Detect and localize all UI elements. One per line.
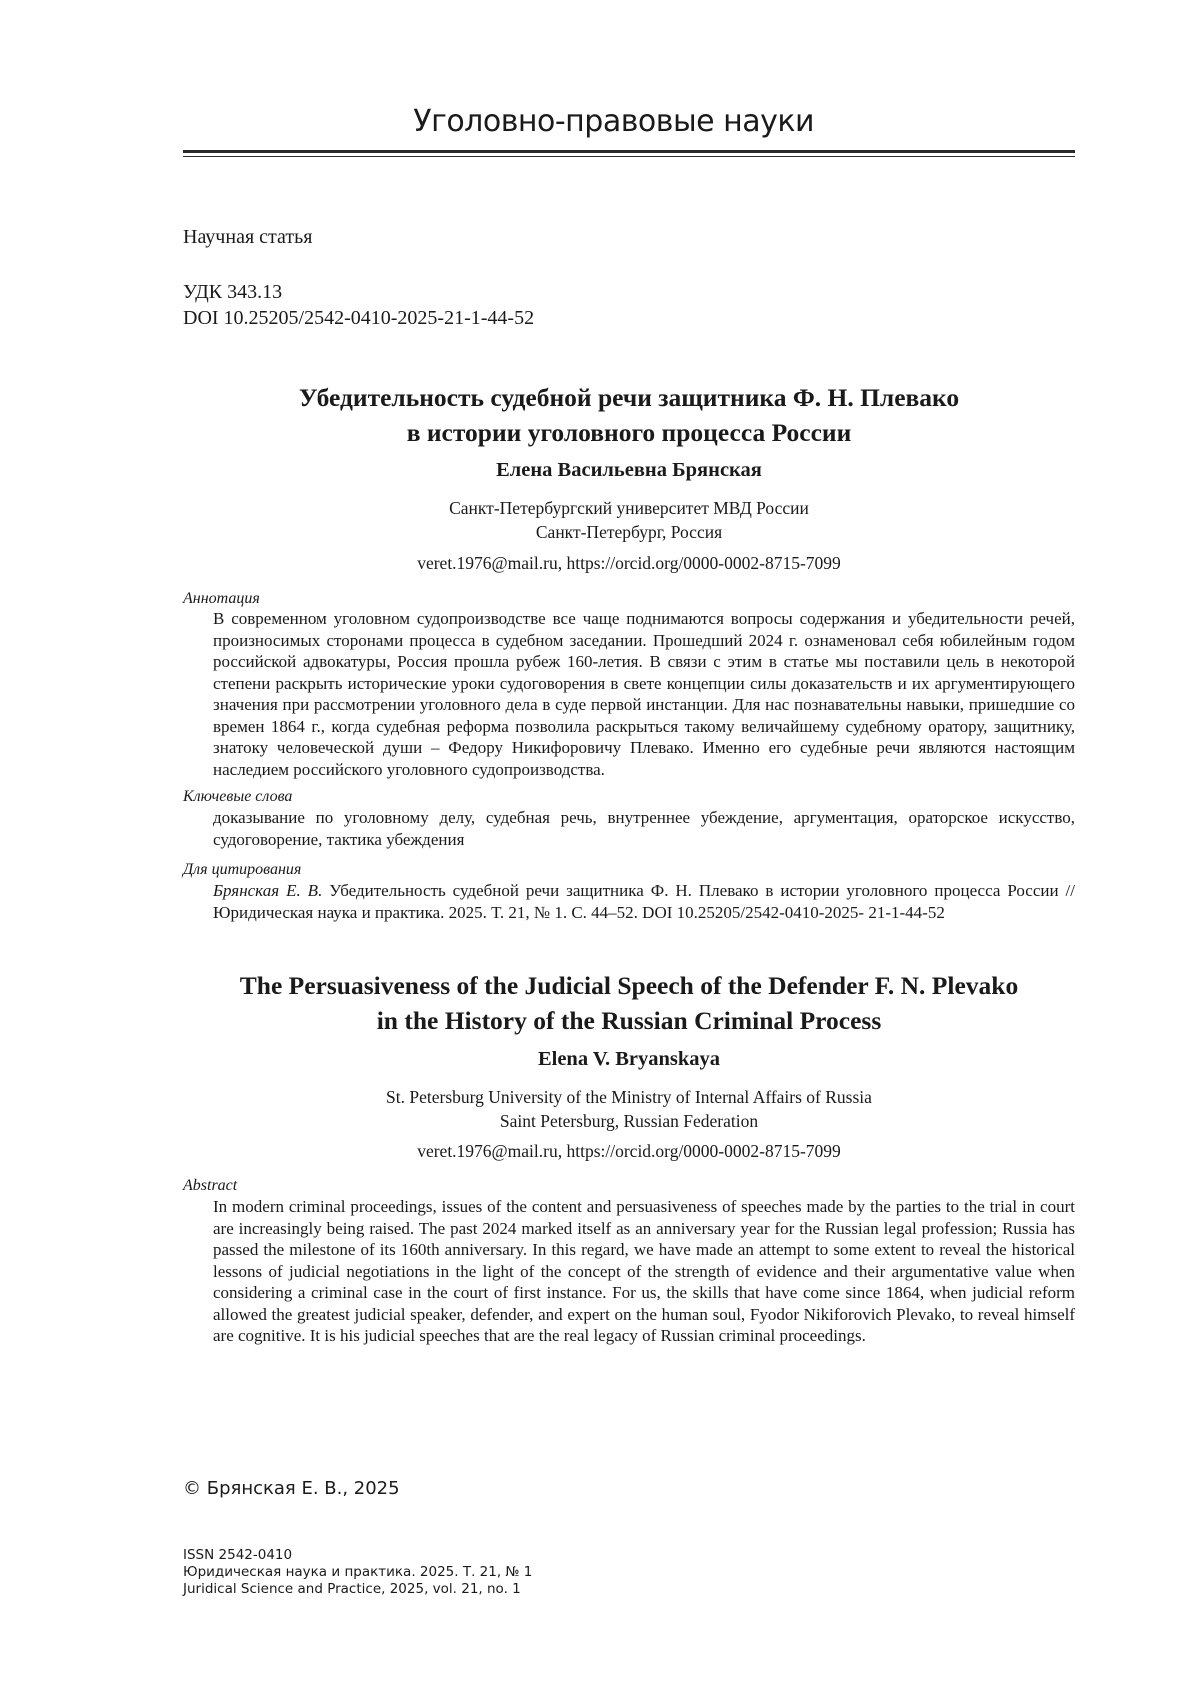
- ru-contact: veret.1976@mail.ru, https://orcid.org/0000-0002-8715-7099: [417, 553, 841, 573]
- citation-text: Убедительность судебной речи защитника Ф. Н. Плевако в истории уголовного процесса России // Юридическая наука и практика. 2025. Т. 21, № 1. С. 44–52. DOI 10.25205/2542-0410-2025- 21-1-44-52: [213, 881, 1075, 922]
- article-type: Научная статья: [183, 226, 313, 248]
- ru-affiliation-line-1: Санкт-Петербургский университет МВД России: [449, 498, 809, 518]
- en-affiliation-line-1: St. Petersburg University of the Ministry of Internal Affairs of Russia: [386, 1087, 872, 1107]
- ru-citation: [213, 880, 1075, 923]
- ru-author: Елена Васильевна Брянская: [496, 459, 762, 481]
- en-title: [183, 968, 1075, 1038]
- udk-code: УДК 343.13: [183, 281, 283, 303]
- section-title: Уголовно-правовые науки: [413, 104, 814, 139]
- ru-keywords-text: доказывание по уголовному делу, судебная речь, внутреннее убеждение, аргументация, ораторское искусство, судоговорение, тактика убеждения: [213, 808, 1075, 849]
- ru-affiliation-line-2: Санкт-Петербург, Россия: [535, 522, 723, 542]
- en-abstract-label: Abstract: [183, 1177, 238, 1194]
- ru-abstract-text: В современном уголовном судопроизводстве все чаще поднимаются вопросы содержания и убедительности речей, произносимых сторонами процесса в судебном заседании. Прошедший 2024 г. ознаменовал себя юбилейным годом российской адвокатуры, Россия прошла рубеж 160-летия. В связи с этим в статье мы поставили цель в некоторой степени раскрыть исторические уроки судоговорения в свете концепции силы доказательств и их аргументирующего значения при рассмотрении уголовного дела в суде первой инстанции. Для нас познавательны навыки, пришедшие со времен 1864 г., когда судебная реформа позволила раскрыться такому величайшему судебному оратору, защитнику, знатоку человеческой души – Федору Никифоровичу Плевако. Именно его судебные речи являются настоящим наследием российского уголовного судопроизводства.: [213, 609, 1075, 779]
- header-rule-thin: [183, 156, 1075, 157]
- en-author: Elena V. Bryanskaya: [537, 1048, 721, 1070]
- footer-journal-en: Juridical Science and Practice, 2025, vol. 21, no. 1: [183, 1581, 521, 1597]
- ru-abstract-label: Аннотация: [183, 590, 260, 607]
- en-title-line-1: The Persuasiveness of the Judicial Speech of the Defender F. N. Plevako: [239, 971, 1019, 1000]
- en-contact: veret.1976@mail.ru, https://orcid.org/0000-0002-8715-7099: [417, 1141, 841, 1161]
- ru-keywords-label: Ключевые слова: [183, 788, 293, 805]
- ru-title: [183, 380, 1075, 450]
- en-affiliation-line-2: Saint Petersburg, Russian Federation: [499, 1111, 759, 1131]
- footer-issn: ISSN 2542-0410: [183, 1547, 293, 1563]
- doi: DOI 10.25205/2542-0410-2025-21-1-44-52: [183, 307, 535, 329]
- footer-journal-ru: Юридическая наука и практика. 2025. Т. 21, № 1: [183, 1564, 533, 1580]
- en-affiliation: [183, 1085, 1075, 1133]
- ru-title-line-1: Убедительность судебной речи защитника Ф. Н. Плевако: [298, 383, 960, 412]
- copyright: © Брянская Е. В., 2025: [183, 1478, 400, 1499]
- citation-author: Брянская Е. В.: [213, 881, 323, 900]
- ru-title-line-2: в истории уголовного процесса России: [406, 418, 852, 447]
- en-abstract-text: In modern criminal proceedings, issues of the content and persuasiveness of speeches made by the parties to the trial in court are increasingly being raised. The past 2024 marked itself as an anniversary year for the Russian legal profession; Russia has passed the milestone of its 160th anniversary. In this regard, we have made an attempt to some extent to reveal the historical lessons of judicial negotiations in the light of the concept of the strength of evidence and their argumentative value when considering a criminal case in the court of first instance. For us, the skills that have come since 1864, when judicial reform allowed the greatest judicial speaker, defender, and expert on the human soul, Fyodor Nikiforovich Plevako, to reveal himself are cognitive. It is his judicial speeches that are the real legacy of Russian criminal proceedings.: [213, 1197, 1075, 1345]
- header-rule-thick: [183, 150, 1075, 153]
- ru-affiliation: [183, 496, 1075, 544]
- en-title-line-2: in the History of the Russian Criminal Process: [376, 1006, 882, 1035]
- ru-citation-label: Для цитирования: [183, 861, 302, 878]
